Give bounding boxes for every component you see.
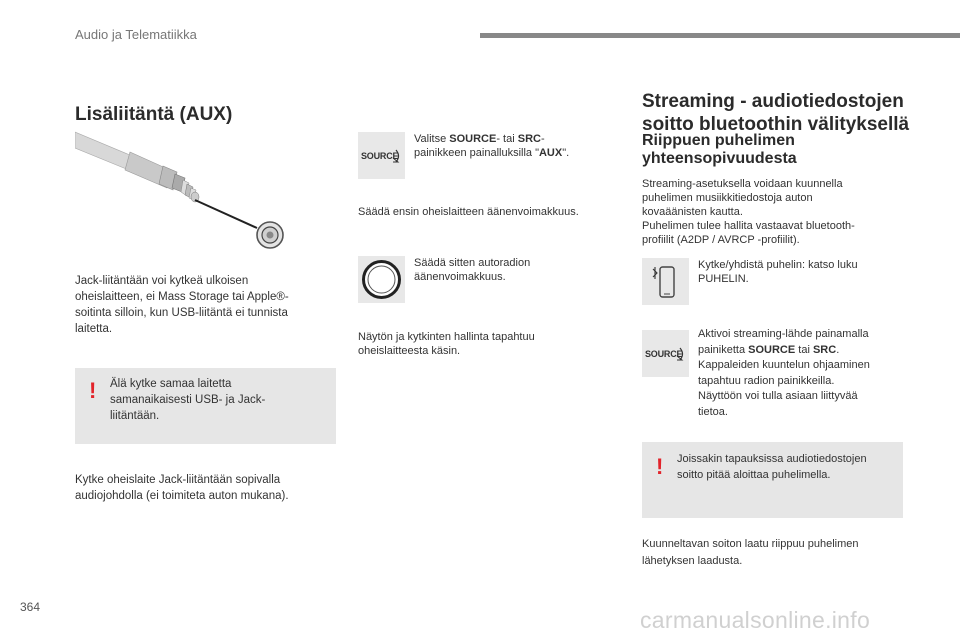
warning-exclamation-icon: ! <box>89 378 97 403</box>
phone-icon <box>642 258 689 305</box>
volume-knob-icon <box>358 256 405 303</box>
running-header: Audio ja Telematiikka <box>75 27 197 42</box>
aux-warning-box: ! Älä kytke samaa laitetta samanaikaisesti USB- ja Jack- liitäntään. <box>75 368 336 444</box>
streaming-warning-box: ! Joissakin tapauksissa audiotiedostojen soitto pitää aloittaa puhelimella. <box>642 442 903 518</box>
source-icon-label: SOURCE <box>361 151 399 161</box>
jack-plug-illustration <box>75 130 290 255</box>
aux-intro-text: Jack-liitäntään voi kytkeä ulkoisen oheislaitteen, ei Mass Storage tai Apple®- soitinta silloin, kun USB-liitäntä ei tunnista laitetta. <box>75 275 289 335</box>
source-button-icon <box>358 132 405 179</box>
source-icon-label-2: SOURCE <box>645 349 683 359</box>
aux-step-volume-radio: Säädä sitten autoradion äänenvoimakkuus. <box>414 257 531 283</box>
streaming-activate-step: Aktivoi streaming-lähde painamalla painiketta SOURCE tai SRC. Kappaleiden kuuntelun ohjaaminen tapahtuu radion painikkeilla. Näyttöön voi tulla asiaan liittyvää tietoa. <box>698 328 870 418</box>
header-rule <box>480 33 960 38</box>
page-number: 364 <box>20 600 41 614</box>
aux-section-title: Lisäliitäntä (AUX) <box>75 104 233 125</box>
watermark: carmanualsonline.info <box>640 607 871 633</box>
aux-cable-text: Kytke oheislaite Jack-liitäntään sopivalla audiojohdolla (ei toimiteta auton mukana). <box>75 474 289 502</box>
streaming-section-title: Streaming - audiotiedostojen soitto bluetoothin välityksellä <box>642 91 910 135</box>
warning-exclamation-icon-2: ! <box>656 454 664 479</box>
streaming-quality-text: Kuunneltavan soiton laatu riippuu puhelimen lähetyksen laadusta. <box>642 538 859 567</box>
aux-step-volume-device: Säädä ensin oheislaitteen äänenvoimakkuus. <box>358 206 579 218</box>
source-button-icon-2 <box>642 330 689 377</box>
streaming-intro-text: Streaming-asetuksella voidaan kuunnella puhelimen musiikkitiedostoja auton kovaäänisten kautta. Puhelimen tulee hallita vastaavat bluetooth- profiilit (A2DP / AVRCP -profiilit). <box>642 178 855 246</box>
streaming-subtitle: Riippuen puhelimen yhteensopivuudesta <box>642 132 797 167</box>
phone-connect-step: Kytke/yhdistä puhelin: katso luku PUHELIN. <box>698 259 858 285</box>
aux-step-select: Valitse SOURCE- tai SRC- painikkeen painalluksilla "AUX". <box>414 133 570 159</box>
aux-step-control: Näytön ja kytkinten hallinta tapahtuu oheislaitteesta käsin. <box>358 331 535 357</box>
